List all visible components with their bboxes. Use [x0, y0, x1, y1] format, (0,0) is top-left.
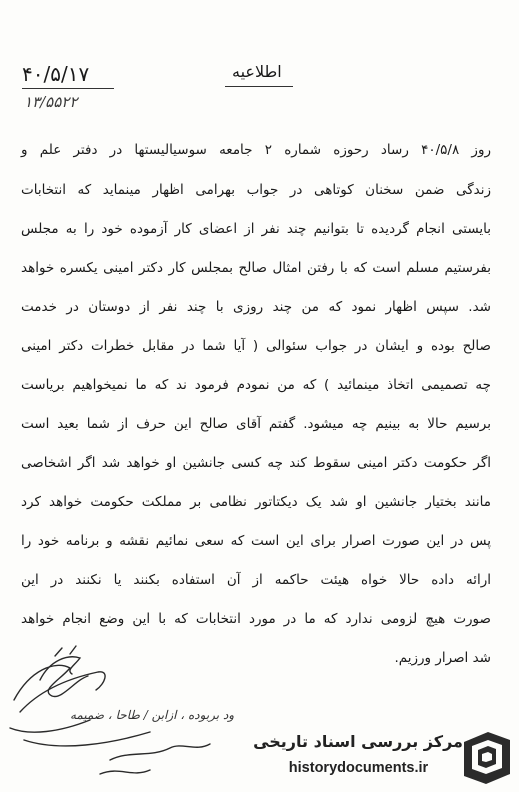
body-line: پس در این صورت اصرار برای این است که سعی نمائیم نقشه و برنامه خود را — [21, 533, 491, 549]
body-line: اگر حکومت دکتر امینی سقوط کند چه کسی جانشین او خواهد شد اگر اشخاصی — [21, 455, 491, 471]
body-line: صالح بوده و ایشان در جواب سئوالی ( آیا شما در مقابل خطرات دکتر امینی — [21, 338, 491, 354]
body-line: مانند بختیار جانشین او شد یک دیکتاتور نظامی بر مملکت حکومت خواهد کرد — [21, 494, 491, 510]
handwritten-reference-number: ۱۳/۵۵۲۲ — [24, 93, 78, 111]
body-line: شد. سپس اظهار نمود که من چند روزی با چند نفر از دوستان در خدمت — [21, 299, 491, 315]
watermark-url: historydocuments.ir — [288, 760, 429, 776]
date-underline — [22, 88, 114, 89]
document-archive-logo-icon — [458, 728, 516, 788]
title-underline — [225, 86, 293, 87]
body-line: روز ۴۰/۵/۸ رساد رحوزه شماره ۲ جامعه سوسیالیستها در دفتر علم و — [21, 142, 491, 158]
body-line: صورت هیچ لزومی ندارد که ما در مورد انتخابات که با این وضع انجام خواهد — [21, 611, 491, 627]
document-date: ۴۰/۵/۱۷ — [22, 62, 90, 86]
archive-watermark — [236, 724, 519, 792]
signature-note: ود بربوده ، ازابن / طاحا ، ضمیمه — [70, 708, 235, 722]
body-line: برسیم حالا به بینیم چه میشود. گفتم آقای صالح این حرف از شما بعید است — [21, 416, 491, 432]
body-line: ارائه داده حالا خواه هیئت حاکمه از آن استفاده بکنند یا نکنند در این — [21, 572, 491, 588]
watermark-title: مرکز بررسی اسناد تاریخی — [253, 732, 463, 751]
body-line: شد اصرار ورزیم. — [394, 650, 491, 666]
body-line: بایستی انجام گردیده تا بتوانیم چند نفر از اعضای کار آزموده خود را به مجلس — [21, 221, 491, 237]
body-line: زندگی ضمن سخنان کوتاهی در جواب بهرامی اظهار مینماید که انتخابات — [21, 182, 491, 198]
body-line: چه تصمیمی اتخاذ مینمائید ) که من نمودم فرمود ند که ما نمیخواهیم بریاست — [21, 377, 491, 393]
body-line: بفرستیم مسلم است که با رفتن امثال صالح بمجلس کار دکتر امینی یکسره خواهد — [21, 260, 491, 276]
document-title: اطلاعیه — [232, 62, 282, 81]
